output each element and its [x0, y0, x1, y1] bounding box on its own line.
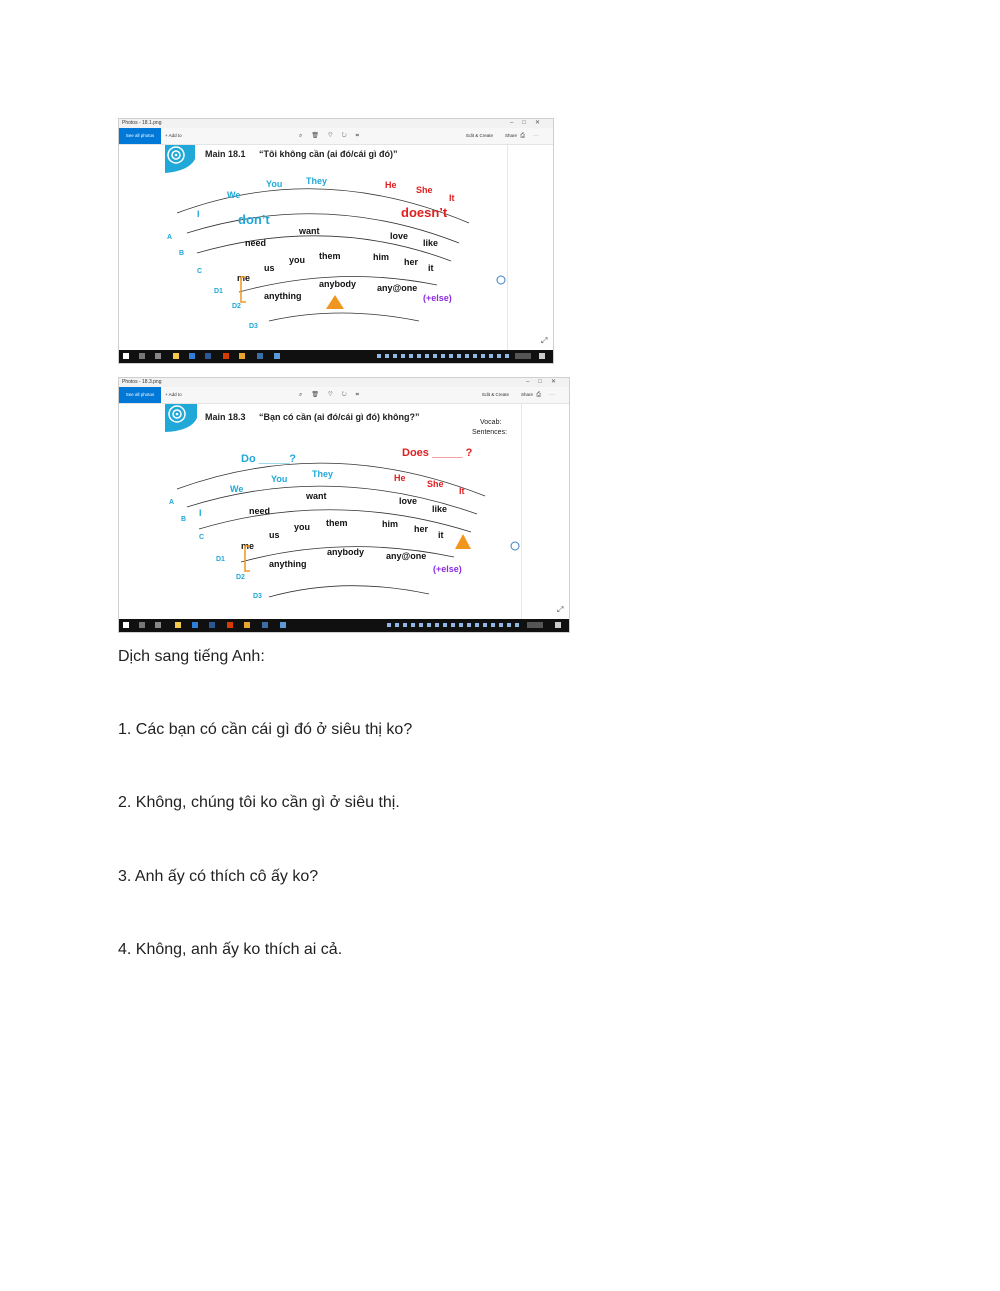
heading-prefix: Main 18.3 [205, 412, 246, 422]
heading-quote: “Tôi không cần (ai đó/cái gì đó)” [259, 149, 398, 159]
window-titlebar [119, 378, 569, 387]
row-label-a: A [167, 234, 173, 241]
windows-taskbar [119, 350, 553, 363]
tray-icon[interactable] [433, 354, 437, 358]
edge-icon[interactable] [189, 353, 195, 359]
row-label-d2: D2 [236, 574, 245, 581]
object-us: us [269, 530, 280, 540]
window-title: Photos - 18.3.png [122, 379, 162, 385]
pronoun-he: He [394, 473, 406, 483]
tray-icon[interactable] [497, 354, 501, 358]
object-it: it [438, 530, 444, 540]
aux-dont: don’t [238, 212, 270, 227]
tray-icon[interactable] [427, 623, 431, 627]
diagram-18-1 [119, 145, 553, 350]
task-view-icon[interactable] [155, 353, 161, 359]
object-you: you [289, 255, 306, 265]
share-button[interactable]: Share [504, 133, 517, 138]
verb-love: love [390, 231, 409, 241]
edge-icon[interactable] [192, 622, 198, 628]
chrome-icon[interactable] [239, 353, 245, 359]
tray-icon[interactable] [441, 354, 445, 358]
else-note: (+else) [433, 564, 462, 574]
tray-icon[interactable] [499, 623, 503, 627]
object-him: him [373, 252, 390, 262]
verb-like: like [423, 238, 439, 248]
verb-need: need [245, 238, 267, 248]
heading-prefix: Main 18.1 [205, 149, 246, 159]
tray-icon[interactable] [473, 354, 477, 358]
indefinite-anything: anything [269, 559, 307, 569]
tray-icon[interactable] [515, 623, 519, 627]
screenshot-main-18-3 [118, 377, 570, 633]
do-question: Do _____? [241, 453, 297, 465]
file-explorer-icon[interactable] [175, 622, 181, 628]
zoom-icon[interactable] [511, 542, 519, 550]
row-label-d1: D1 [216, 556, 225, 563]
tray-icon[interactable] [483, 623, 487, 627]
indefinite-anything: anything [264, 291, 302, 301]
tray-icon[interactable] [465, 354, 469, 358]
chrome-icon[interactable] [244, 622, 250, 628]
object-me: me [241, 541, 255, 551]
object-him: him [382, 519, 399, 529]
notification-icon[interactable] [539, 353, 545, 359]
row-label-d1: D1 [214, 288, 223, 295]
window-titlebar [119, 119, 553, 128]
zoom-icon[interactable] [497, 276, 505, 284]
add-to-button[interactable]: + Add to [165, 392, 182, 397]
pronoun-it: It [449, 193, 455, 203]
tray-icon[interactable] [425, 354, 429, 358]
pronoun-i: I [197, 209, 200, 219]
tray-icon[interactable] [505, 354, 509, 358]
orange-triangle [455, 534, 471, 549]
pronoun-she: She [416, 185, 433, 195]
row-label-d2: D2 [232, 303, 241, 310]
exercise-sentence-4: 4. Không, anh ấy ko thích ai cả. [118, 941, 343, 958]
search-icon[interactable] [139, 622, 145, 628]
object-me: me [237, 273, 251, 283]
window-controls[interactable]: –□✕ [526, 379, 565, 385]
word-icon[interactable] [209, 622, 215, 628]
photos-toolbar [119, 128, 553, 145]
diagram-18-3 [119, 404, 569, 619]
pronoun-he: He [385, 180, 397, 190]
expand-icon[interactable]: ⤢ [557, 605, 564, 614]
start-icon[interactable] [123, 353, 129, 359]
object-her: her [414, 524, 429, 534]
file-explorer-icon[interactable] [173, 353, 179, 359]
orange-triangle [326, 295, 344, 309]
indefinite-anybody: anybody [319, 279, 357, 289]
pronoun-we: We [227, 190, 241, 200]
notification-icon[interactable] [555, 622, 561, 628]
slide-18-1 [119, 145, 553, 350]
does-question: Does _____ ? [402, 447, 473, 459]
pronoun-they: They [312, 469, 334, 479]
tray-icon[interactable] [435, 623, 439, 627]
object-it: it [428, 263, 434, 273]
arc-line-5 [269, 586, 429, 597]
pronoun-you: You [271, 474, 288, 484]
vocab-label: Vocab: [480, 419, 502, 426]
else-note: (+else) [423, 293, 452, 303]
edit-create-button[interactable]: Edit & Create [466, 133, 493, 138]
verb-want: want [306, 491, 327, 501]
add-to-button[interactable]: + Add to [165, 133, 182, 138]
object-her: her [404, 257, 419, 267]
row-label-b: B [179, 250, 185, 257]
tray-icon[interactable] [377, 354, 381, 358]
row-label-d3: D3 [253, 593, 262, 600]
tray-icon[interactable] [419, 623, 423, 627]
clock[interactable] [527, 622, 543, 628]
clock[interactable] [515, 353, 531, 359]
see-all-photos-button[interactable]: See all photos [119, 128, 161, 144]
toolbar-icons[interactable]: ⌕🗑♡↻⌗ [299, 133, 369, 139]
screenshot-main-18-1 [118, 118, 554, 364]
tray-icon[interactable] [475, 623, 479, 627]
row-label-c: C [197, 268, 203, 275]
verb-want: want [299, 226, 320, 236]
exercise-sentence-2: 2. Không, chúng tôi ko cần gì ở siêu thị. [118, 794, 400, 811]
pronoun-you: You [266, 179, 283, 189]
photos-icon[interactable] [257, 353, 263, 359]
app-icon[interactable] [280, 622, 286, 628]
object-them: them [326, 518, 348, 528]
see-all-photos-button[interactable]: See all photos [119, 387, 161, 403]
aux-doesnt: doesn’t [401, 205, 448, 220]
pdf-icon[interactable] [223, 353, 229, 359]
verb-like: like [432, 504, 448, 514]
search-icon[interactable] [139, 353, 145, 359]
tray-icon[interactable] [481, 354, 485, 358]
object-them: them [319, 251, 341, 261]
tray-icon[interactable] [387, 623, 391, 627]
photos-toolbar [119, 387, 569, 404]
verb-love: love [399, 496, 418, 506]
slide-18-3 [119, 404, 569, 619]
word-icon[interactable] [205, 353, 211, 359]
print-more-icons[interactable]: ⎙⋯ [520, 133, 547, 139]
window-title: Photos - 18.1.png [122, 120, 162, 126]
pronoun-i: I [199, 508, 202, 518]
edit-create-button[interactable]: Edit & Create [482, 392, 509, 397]
tray-icon[interactable] [411, 623, 415, 627]
tray-icon[interactable] [417, 354, 421, 358]
app-icon[interactable] [274, 353, 280, 359]
window-controls[interactable]: –□✕ [510, 120, 549, 126]
row-label-c: C [199, 534, 205, 541]
toolbar-icons[interactable]: ⌕🗑♡↻⌗ [299, 392, 369, 398]
photos-icon[interactable] [262, 622, 268, 628]
tray-icon[interactable] [507, 623, 511, 627]
tray-icon[interactable] [451, 623, 455, 627]
pdf-icon[interactable] [227, 622, 233, 628]
verb-need: need [249, 506, 271, 516]
tray-icon[interactable] [385, 354, 389, 358]
heading-quote: “Bạn có cần (ai đó/cái gì đó) không?” [259, 412, 420, 422]
tray-icon[interactable] [401, 354, 405, 358]
row-label-b: B [181, 516, 187, 523]
sentences-label: Sentences: [472, 429, 508, 436]
object-us: us [264, 263, 275, 273]
arc-line-5 [269, 313, 419, 321]
tray-icon[interactable] [403, 623, 407, 627]
windows-taskbar [119, 619, 569, 632]
tray-icon[interactable] [491, 623, 495, 627]
expand-icon[interactable]: ⤢ [541, 336, 548, 345]
tray-icon[interactable] [393, 354, 397, 358]
indefinite-anyone: any@one [377, 283, 418, 293]
object-you: you [294, 522, 311, 532]
tray-icon[interactable] [409, 354, 413, 358]
tray-icon[interactable] [395, 623, 399, 627]
task-view-icon[interactable] [155, 622, 161, 628]
pronoun-they: They [306, 176, 328, 186]
target-logo [165, 404, 197, 432]
indefinite-anyone: any@one [386, 551, 427, 561]
share-button[interactable]: Share [520, 392, 533, 397]
pronoun-she: She [427, 479, 444, 489]
target-logo [165, 145, 195, 173]
tray-icon[interactable] [449, 354, 453, 358]
exercise-sentence-1: 1. Các bạn có cần cái gì đó ở siêu thị ko? [118, 721, 413, 738]
row-label-d3: D3 [249, 323, 258, 330]
tray-icon[interactable] [459, 623, 463, 627]
instruction-text: Dịch sang tiếng Anh: [118, 648, 265, 665]
indefinite-anybody: anybody [327, 547, 365, 557]
start-icon[interactable] [123, 622, 129, 628]
pronoun-it: It [459, 486, 465, 496]
tray-icon[interactable] [457, 354, 461, 358]
exercise-sentence-3: 3. Anh ấy có thích cô ấy ko? [118, 868, 319, 885]
row-label-a: A [169, 499, 175, 506]
tray-icon[interactable] [467, 623, 471, 627]
pronoun-we: We [230, 484, 244, 494]
tray-icon[interactable] [443, 623, 447, 627]
print-more-icons[interactable]: ⎙⋯ [536, 392, 563, 398]
tray-icon[interactable] [489, 354, 493, 358]
